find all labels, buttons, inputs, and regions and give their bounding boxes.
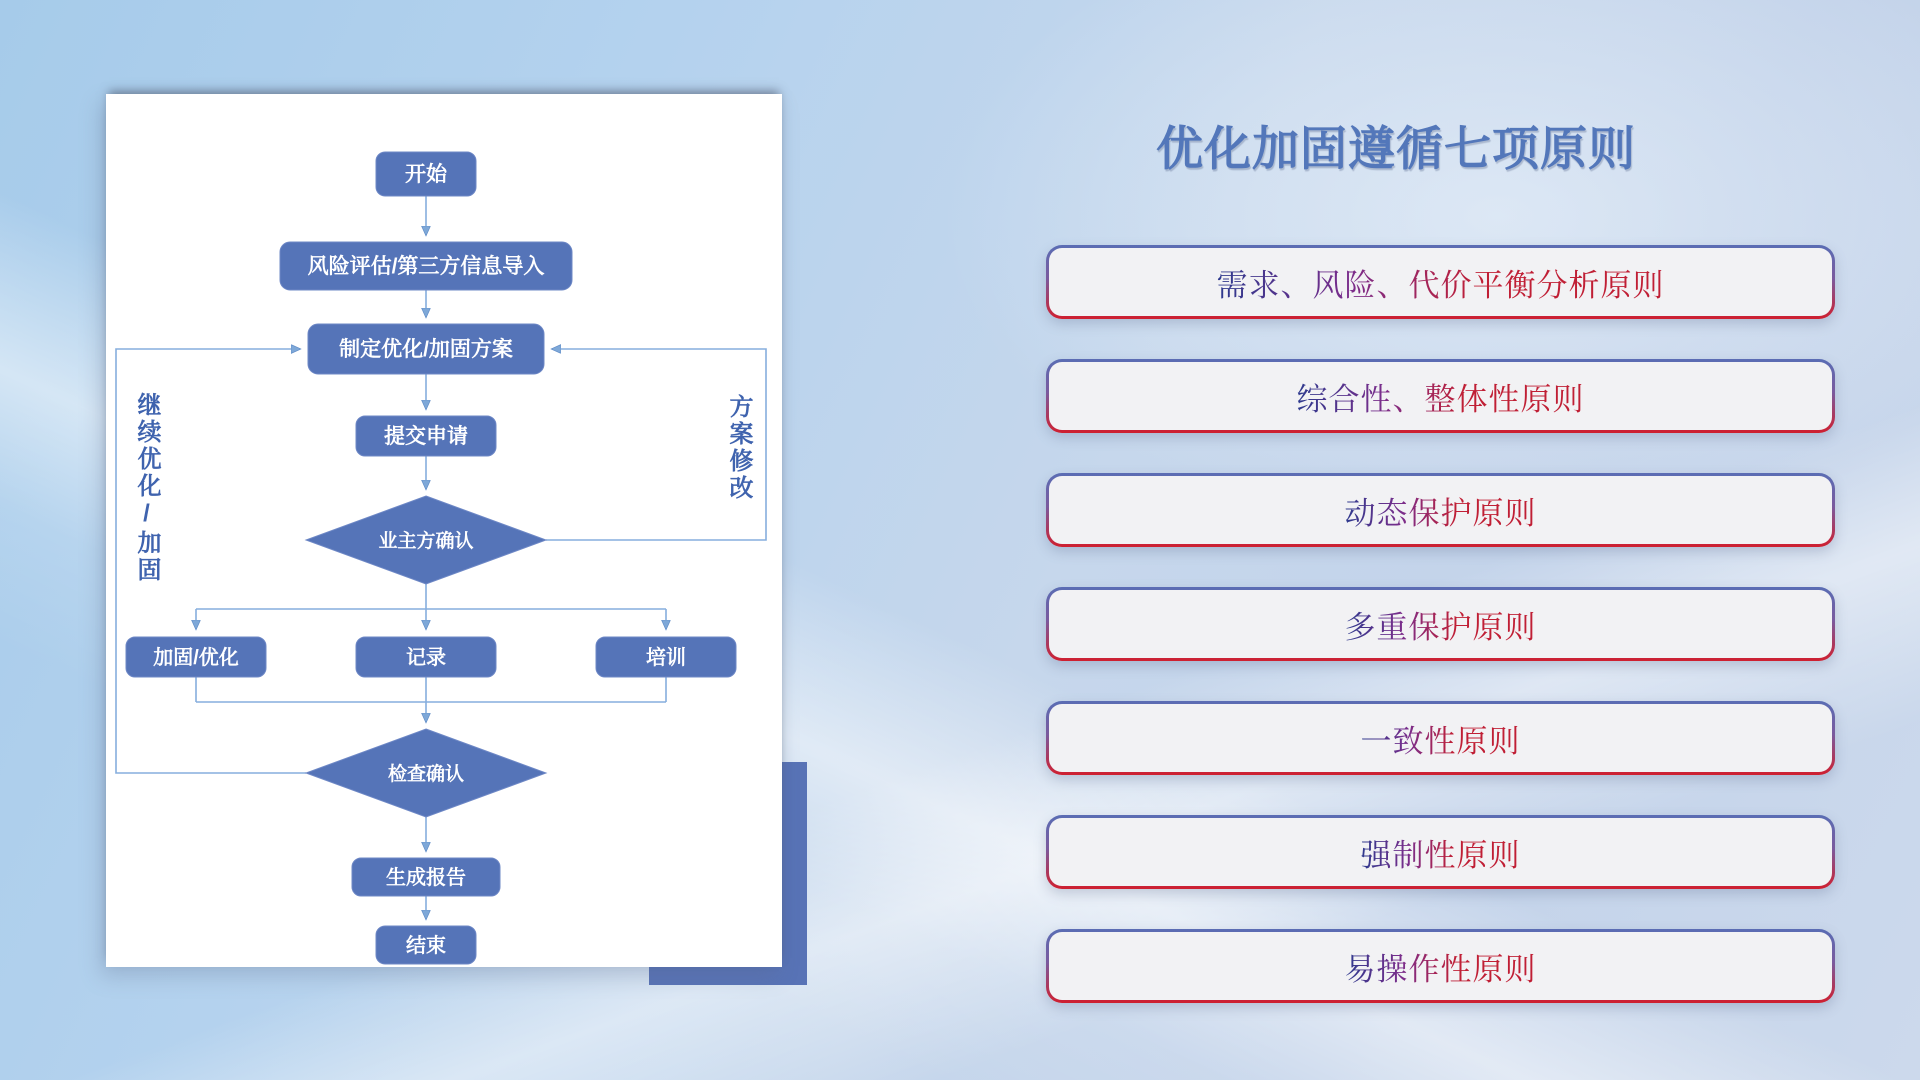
node-check-confirm (306, 729, 546, 817)
principle-label: 多重保护原则 (1345, 602, 1537, 647)
principle-label: 需求、风险、代价平衡分析原则 (1217, 260, 1665, 305)
principle-item (1046, 473, 1835, 547)
node-label: 记录 (406, 647, 446, 669)
principle-label: 强制性原则 (1361, 830, 1521, 875)
principle-item (1046, 245, 1835, 319)
node-label: 提交申请 (384, 425, 468, 448)
node-risk-import (280, 242, 572, 290)
node-label: 结束 (406, 935, 446, 957)
principle-label: 易操作性原则 (1345, 944, 1537, 989)
principle-item (1046, 929, 1835, 1003)
node-label: 生成报告 (386, 867, 466, 889)
node-owner-confirm (306, 496, 546, 584)
node-end (376, 926, 476, 964)
node-record (356, 637, 496, 677)
node-label: 检查确认 (387, 764, 465, 785)
principles-list (1046, 245, 1835, 1043)
node-label: 制定优化/加固方案 (339, 338, 513, 361)
node-reinforce (126, 637, 266, 677)
principle-label: 动态保护原则 (1345, 488, 1537, 533)
node-label: 风险评估/第三方信息导入 (307, 255, 545, 278)
loop-label-continue-optimize: 继续优化/加固 (133, 392, 160, 584)
loop-label-plan-revision: 方案修改 (725, 394, 752, 502)
principle-item (1046, 815, 1835, 889)
principle-item (1046, 587, 1835, 661)
flowchart (106, 94, 782, 967)
node-label: 开始 (405, 163, 447, 186)
page-title: 优化加固遵循七项原则 (1156, 122, 1636, 175)
node-make-plan (308, 324, 544, 374)
principle-label: 综合性、整体性原则 (1297, 374, 1585, 419)
node-start (376, 152, 476, 196)
node-label: 培训 (646, 647, 686, 669)
flowchart-card (106, 94, 782, 967)
principle-label: 一致性原则 (1361, 716, 1521, 761)
principle-item (1046, 359, 1835, 433)
node-label: 业主方确认 (378, 531, 474, 552)
principle-item (1046, 701, 1835, 775)
node-training (596, 637, 736, 677)
node-label: 加固/优化 (153, 647, 239, 669)
node-report (352, 858, 500, 896)
node-submit (356, 416, 496, 456)
